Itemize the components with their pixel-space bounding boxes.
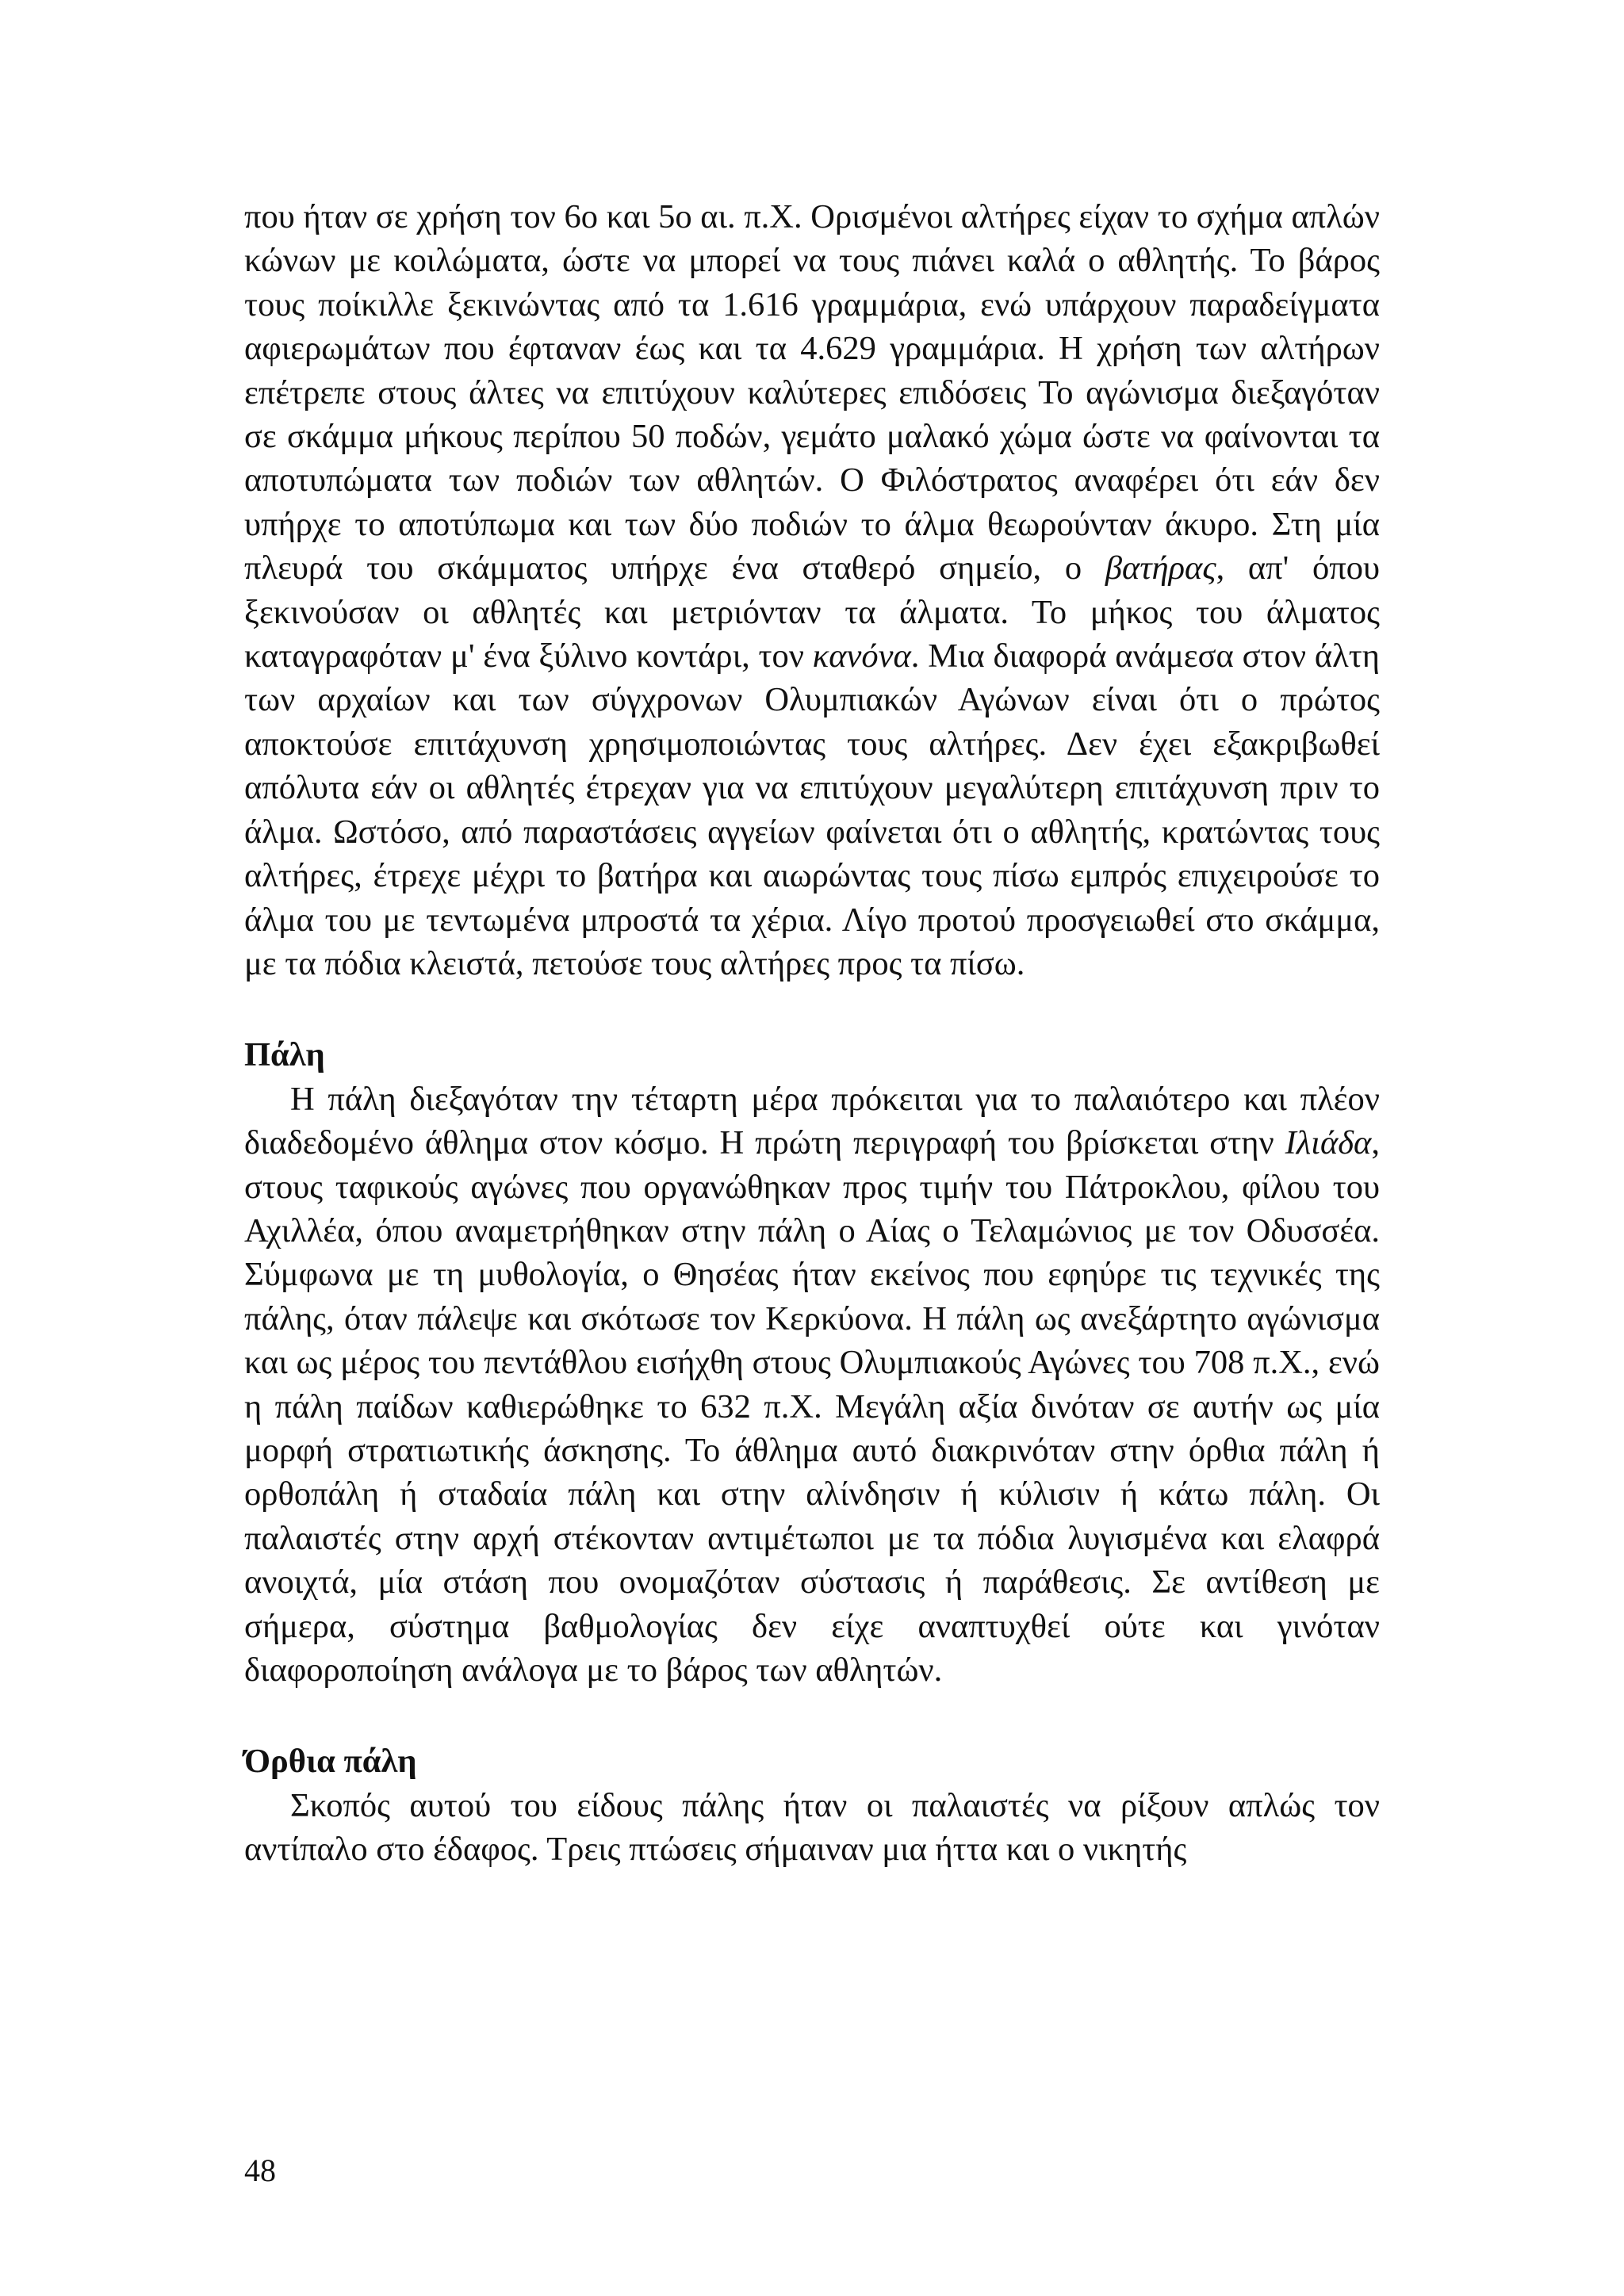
- paragraph-text: που ήταν σε χρήση τον 6ο και 5ο αι. π.Χ. Ορισμένοι αλτήρες είχαν το σχήμα απλών κώνων με κοιλώματα, ώστε να μπορεί να τους πιάνει καλά ο αθλητής. Το βάρος τους ποίκιλλε ξεκινώντας από τα 1.616 γραμμάρια, ενώ υπάρχουν παραδείγματα αφιερωμάτων που έφταναν έως και τα 4.629 γραμμάρια. Η χρήση των αλτήρων επέτρεπε στους άλτες να επιτύχουν καλύτερες επιδόσεις Το αγώνισμα διεξαγόταν σε σκάμμα μήκους περίπου 50 ποδών, γεμάτο μαλακό χώμα ώστε να φαίνονται τα αποτυπώματα των ποδιών των αθλητών. Ο Φιλόστρατος αναφέρει ότι εάν δεν υπήρχε το αποτύπωμα και των δύο ποδιών το άλμα θεωρούνταν άκυρο. Στη μία πλευρά του σκάμματος υπήρχε ένα σταθερό σημείο, ο: [244, 198, 1380, 587]
- paragraph-wrestling: [244, 1077, 1380, 1693]
- paragraph-text: . Μια διαφορά ανάμεσα στον άλτη των αρχαίων και των σύγχρονων Ολυμπιακών Αγώνων είναι ότι ο πρώτος αποκτούσε επιτάχυνση χρησιμοποιώντας τους αλτήρες. Δεν έχει εξακριβωθεί απόλυτα εάν οι αθλητές έτρεχαν για να επιτύχουν μεγαλύτερη επιτάχυνση πριν το άλμα. Ωστόσο, από παραστάσεις αγγείων φαίνεται ότι ο αθλητής, κρατώντας τους αλτήρες, έτρεχε μέχρι το βατήρα και αιωρώντας τους πίσω εμπρός επιχειρούσε το άλμα του με τεντωμένα μπροστά τα χέρια. Λίγο προτού προσγειωθεί στο σκάμμα, με τα πόδια κλειστά, πετούσε τους αλτήρες προς τα πίσω.: [244, 637, 1380, 982]
- heading-wrestling: Πάλη: [244, 1036, 325, 1074]
- paragraph-text: Η πάλη διεξαγόταν την τέταρτη μέρα πρόκειται για το παλαιότερο και πλέον διαδεδομένο άθλημα στον κόσμο. Η πρώτη περιγραφή του βρίσκεται στην: [244, 1080, 1380, 1162]
- page-body: [244, 195, 1380, 1872]
- term-iliada: Ιλιάδα: [1285, 1124, 1372, 1162]
- page-number: 48: [244, 2152, 276, 2188]
- paragraph-text: , απ' όπου ξεκινούσαν οι αθλητές και μετριόνταν τα άλματα. Το μήκος του άλματος καταγραφόταν μ' ένα ξύλινο κοντάρι, τον: [244, 549, 1380, 675]
- paragraph-long-jump: [244, 195, 1380, 985]
- heading-upright-wrestling: Όρθια πάλη: [244, 1743, 417, 1781]
- term-kanona: κανόνα: [812, 637, 911, 675]
- term-batiras: βατήρας: [1105, 549, 1216, 587]
- paragraph-text: , στους ταφικούς αγώνες που οργανώθηκαν προς τιμήν του Πάτροκλου, φίλου του Αχιλλέα, όπου αναμετρήθηκαν στην πάλη ο Αίας ο Τελαμώνιος με τον Οδυσσέα. Σύμφωνα με τη μυθολογία, ο Θησέας ήταν εκείνος που εφηύρε τις τεχνικές της πάλης, όταν πάλεψε και σκότωσε τον Κερκύονα. Η πάλη ως ανεξάρτητο αγώνισμα και ως μέρος του πεντάθλου εισήχθη στους Ολυμπιακούς Αγώνες του 708 π.Χ., ενώ η πάλη παίδων καθιερώθηκε το 632 π.Χ. Μεγάλη αξία δινόταν σε αυτήν ως μία μορφή στρατιωτικής άσκησης. Το άθλημα αυτό διακρινόταν στην όρθια πάλη ή ορθοπάλη ή σταδαία πάλη και στην αλίνδησιν ή κύλισιν ή κάτω πάλη. Οι παλαιστές στην αρχή στέκονταν αντιμέτωποι με τα πόδια λυγισμένα και ελαφρά ανοιχτά, μία στάση που ονομαζόταν σύστασις ή παράθεσις. Σε αντίθεση με σήμερα, σύστημα βαθμολογίας δεν είχε αναπτυχθεί ούτε και γινόταν διαφοροποίηση ανάλογα με το βάρος των αθλητών.: [244, 1124, 1380, 1689]
- paragraph-upright-wrestling: Σκοπός αυτού του είδους πάλης ήταν οι παλαιστές να ρίξουν απλώς τον αντίπαλο στο έδαφος. Τρεις πτώσεις σήμαιναν μια ήττα και ο νικητής: [244, 1786, 1380, 1869]
